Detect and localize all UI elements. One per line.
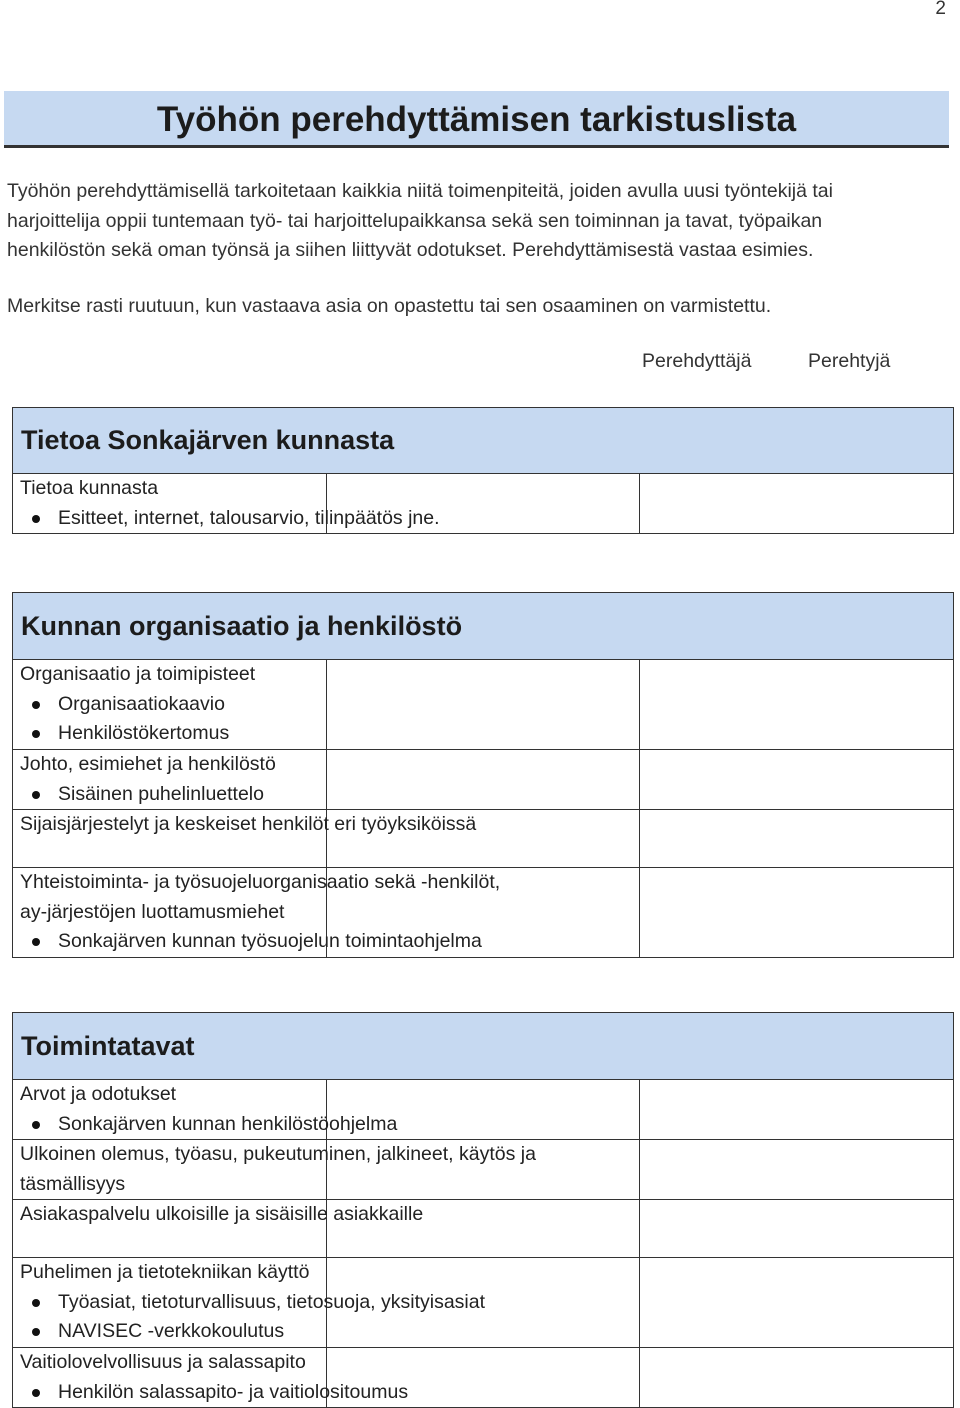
checklist-item <box>13 474 440 534</box>
column-label-perehdyttaja: Perehdyttäjä <box>642 350 752 372</box>
checkbox-perehtyja[interactable] <box>640 474 954 534</box>
checkbox-perehtyja[interactable] <box>640 1140 954 1200</box>
checklist-item <box>13 1258 486 1348</box>
item-text: Yhteistoiminta- ja työsuojeluorganisaatio sekä -henkilöt, <box>20 871 501 893</box>
item-text: Organisaatio ja toimipisteet <box>20 663 256 685</box>
page-title: Työhön perehdyttämisen tarkistuslista <box>156 100 797 139</box>
item-text: ay-järjestöjen luottamusmiehet <box>20 900 285 923</box>
item-text: täsmällisyys <box>20 1172 126 1195</box>
item-text: Johto, esimiehet ja henkilöstö <box>20 753 276 775</box>
checkbox-perehtyja[interactable] <box>640 750 954 810</box>
section-heading: Kunnan organisaatio ja henkilöstö <box>13 593 954 660</box>
section-tietoa-kunnasta <box>12 407 954 534</box>
checkbox-perehtyja[interactable] <box>640 810 954 868</box>
checklist-item <box>13 810 477 868</box>
checklist-item <box>13 1140 536 1200</box>
intro-line: Työhön perehdyttämisellä tarkoitetaan kaikkia niitä toimenpiteitä, joiden avulla uusi työntekijä tai <box>7 180 833 202</box>
checklist-item <box>13 868 501 958</box>
checkbox-perehtyja[interactable] <box>640 1348 954 1408</box>
item-bullet: Sonkajärven kunnan työsuojelun toimintaohjelma <box>20 927 326 957</box>
item-bullet: Organisaatiokaavio <box>20 690 326 720</box>
item-text: Arvot ja odotukset <box>20 1083 177 1105</box>
instruction-text: Merkitse rasti ruutuun, kun vastaava asia on opastettu tai sen osaaminen on varmistettu. <box>7 295 772 317</box>
checkbox-perehtyja[interactable] <box>640 1258 954 1348</box>
item-bullet: Sisäinen puhelinluettelo <box>20 780 326 810</box>
checkbox-perehtyja[interactable] <box>640 1200 954 1258</box>
column-label-perehtyja: Perehtyjä <box>808 350 891 372</box>
item-bullet: Esitteet, internet, talousarvio, tilinpäätös jne. <box>20 504 326 534</box>
item-bullet: Henkilöstökertomus <box>20 719 326 749</box>
checkbox-perehtyja[interactable] <box>640 660 954 750</box>
checklist-item <box>13 1200 424 1258</box>
item-bullet: Henkilön salassapito- ja vaitiolositoumus <box>20 1378 326 1408</box>
intro-line: harjoittelija oppii tuntemaan työ- tai harjoittelupaikkansa sekä sen toiminnan ja tavat, työpaikan <box>7 209 823 232</box>
checkbox-perehtyja[interactable] <box>640 868 954 958</box>
section-heading: Tietoa Sonkajärven kunnasta <box>13 408 954 474</box>
intro-line: henkilöstön sekä oman työnsä ja siihen liittyvät odotukset. Perehdyttämisestä vastaa esimies. <box>7 239 814 261</box>
checklist-item <box>13 1348 409 1408</box>
item-text: Tietoa kunnasta <box>20 477 159 499</box>
title-band <box>4 91 949 148</box>
item-text: Puhelimen ja tietotekniikan käyttö <box>20 1261 310 1283</box>
checkbox-perehdyttaja[interactable] <box>326 750 640 810</box>
item-text: Ulkoinen olemus, työasu, pukeutuminen, jalkineet, käytös ja <box>20 1143 536 1165</box>
section-heading: Toimintatavat <box>13 1013 954 1080</box>
checklist-item <box>13 750 327 810</box>
page-number: 2 <box>935 0 946 19</box>
checkbox-perehtyja[interactable] <box>640 1080 954 1140</box>
item-text: Vaitiolovelvollisuus ja salassapito <box>20 1351 306 1373</box>
item-bullet: Sonkajärven kunnan henkilöstöohjelma <box>20 1110 326 1140</box>
intro-paragraph <box>7 177 947 266</box>
checklist-item <box>13 1080 398 1140</box>
section-organisaatio <box>12 592 954 958</box>
checkbox-perehdyttaja[interactable] <box>326 660 640 750</box>
item-bullet: Työasiat, tietoturvallisuus, tietosuoja, yksityisasiat <box>20 1288 326 1318</box>
item-text: Sijaisjärjestelyt ja keskeiset henkilöt eri työyksiköissä <box>20 813 477 835</box>
item-bullet: NAVISEC -verkkokoulutus <box>20 1317 326 1347</box>
section-toimintatavat <box>12 1012 954 1408</box>
checklist-item <box>13 660 327 750</box>
item-text: Asiakaspalvelu ulkoisille ja sisäisille asiakkaille <box>20 1203 424 1225</box>
